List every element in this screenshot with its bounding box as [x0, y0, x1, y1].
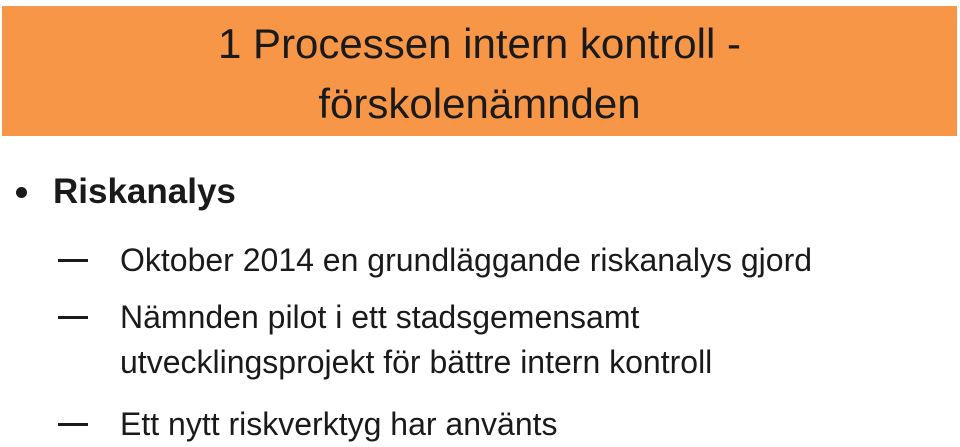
slide-title-line-2: förskolenämnden	[318, 80, 641, 127]
sub-bullet-line: utvecklingsprojekt för bättre intern kontroll	[120, 344, 713, 380]
sub-bullet-text	[120, 402, 558, 447]
slide-title-band	[2, 6, 957, 136]
sub-bullet-line: Ett nytt riskverktyg har använts	[120, 406, 558, 442]
slide-title-line-1: 1 Processen intern kontroll -	[218, 20, 741, 67]
bullet-item-riskanalys	[10, 168, 236, 216]
bullet-dot-icon	[16, 187, 27, 198]
dash-bullet-icon	[58, 423, 88, 426]
sub-bullet-text	[120, 238, 812, 283]
dash-bullet-icon	[58, 316, 88, 319]
dash-bullet-icon	[58, 259, 88, 262]
sub-bullet-text	[120, 295, 712, 385]
bullet-label: Riskanalys	[53, 172, 236, 211]
sub-bullet-line: Nämnden pilot i ett stadsgemensamt	[120, 299, 640, 335]
sub-bullet-line: Oktober 2014 en grundläggande riskanalys gjord	[120, 242, 813, 278]
